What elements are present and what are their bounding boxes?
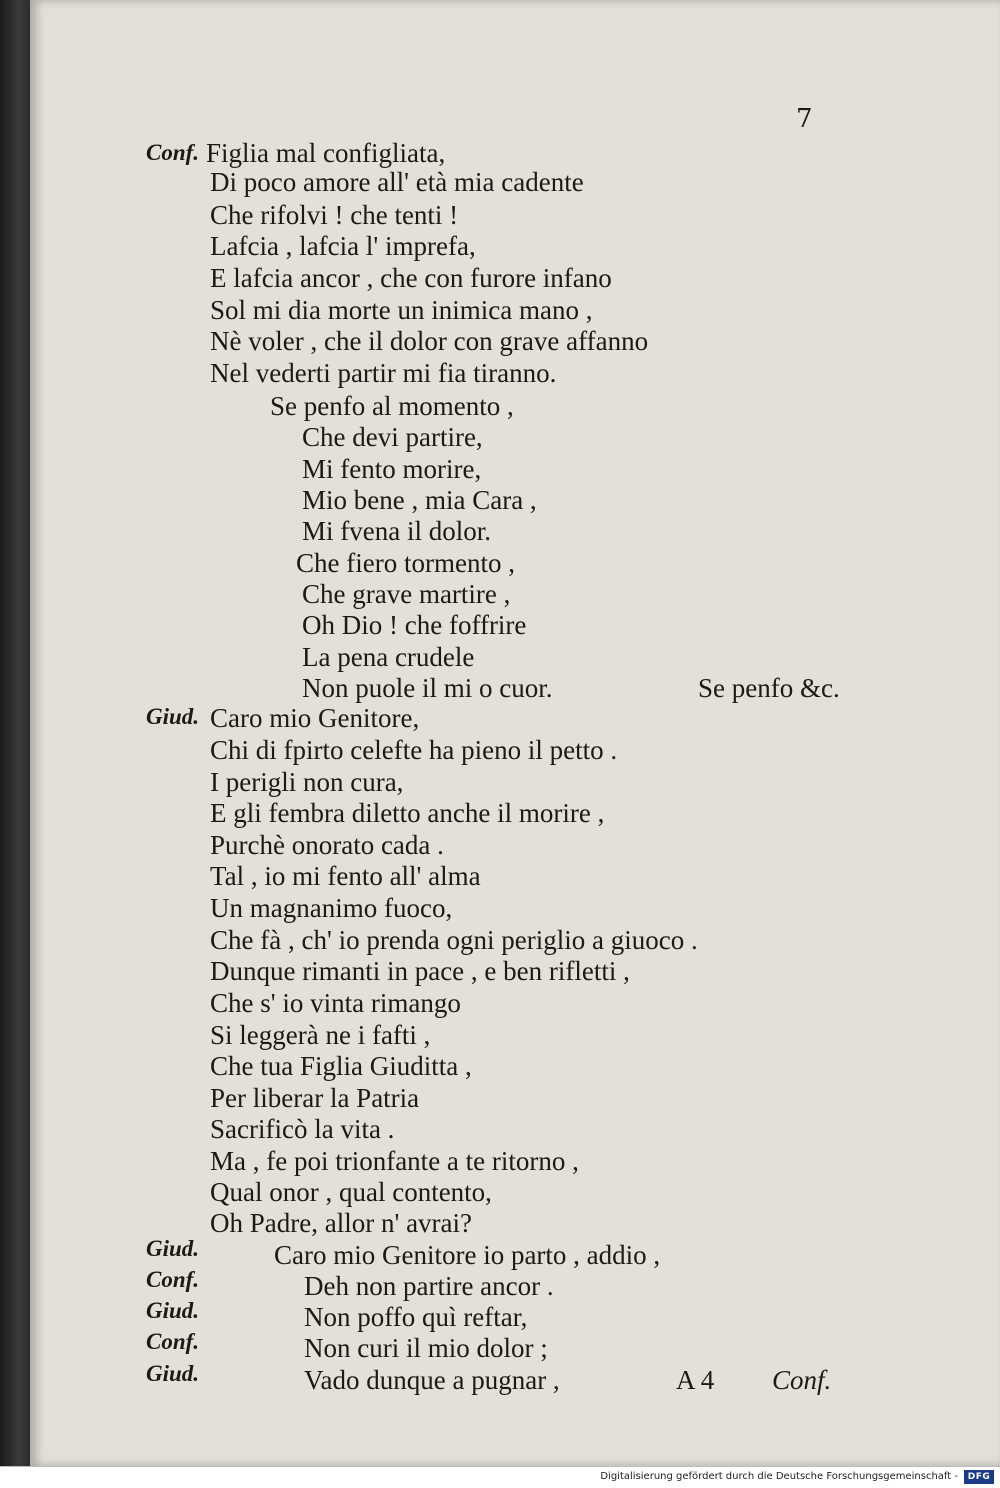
dfg-logo-icon: DFG: [964, 1470, 994, 1484]
aria-line: Mio bene , mia Cara ,: [302, 485, 537, 515]
text-line: Per liberar la Patria: [210, 1083, 420, 1113]
aria-line: Se penfo al momento ,: [270, 391, 514, 421]
text-line: Che rifolvi ! che tenti !: [210, 200, 459, 230]
text-line: Che tua Figlia Giuditta ,: [210, 1051, 472, 1081]
signature-mark: A 4: [676, 1365, 715, 1395]
text-line: Chi di fpirto celefte ha pieno il petto .: [210, 735, 618, 765]
aria-line: Non puole il mi o cuor.: [302, 673, 553, 703]
aria-line: Mi fento morire,: [302, 454, 482, 484]
catchword: Conf.: [772, 1365, 832, 1395]
text-line: Dunque rimanti in pace , e ben rifletti ,: [210, 956, 630, 986]
duet-line: Non curi il mio dolor ;: [304, 1333, 548, 1363]
aria-line: Che fiero tormento ,: [296, 548, 515, 578]
text-line: Figlia mal configliata,: [206, 138, 446, 168]
text-line: Nel vederti partir mi fia tiranno.: [210, 358, 557, 388]
da-capo-cue: Se penfo &c.: [698, 673, 840, 703]
text-line: Nè voler , che il dolor con grave affanno: [210, 326, 649, 356]
speaker-label: Conf.: [146, 1329, 200, 1354]
text-line: Sacrificò la vita .: [210, 1114, 395, 1144]
text-line: Che s' io vinta rimango: [210, 988, 461, 1018]
speaker-label: Giud.: [146, 1298, 200, 1323]
aria-line: Oh Dio ! che foffrire: [302, 610, 527, 640]
text-line: Caro mio Genitore,: [210, 703, 420, 733]
aria-line: Che devi partire,: [302, 422, 483, 452]
duet-line: Non poffo quì reftar,: [304, 1302, 528, 1332]
book-spine: [0, 0, 34, 1487]
page-number: 7: [796, 104, 813, 134]
text-line: Che fà , ch' io prenda ogni periglio a giuoco .: [210, 925, 698, 955]
document-page: [30, 0, 1000, 1466]
text-line: Oh Padre, allor n' avrai?: [210, 1208, 473, 1238]
text-line: Lafcia , lafcia l' imprefa,: [210, 231, 476, 261]
aria-line: Che grave martire ,: [302, 579, 511, 609]
duet-line: Vado dunque a pugnar ,: [304, 1365, 560, 1395]
text-line: Di poco amore all' età mia cadente: [210, 167, 584, 197]
footer-credit: Digitalisierung gefördert durch die Deutsche Forschungsgemeinschaft -: [600, 1471, 958, 1482]
speaker-label: Giud.: [146, 704, 200, 729]
text-line: Tal , io mi fento all' alma: [210, 861, 481, 891]
text-line: Qual onor , qual contento,: [210, 1177, 492, 1207]
text-line: Un magnanimo fuoco,: [210, 893, 453, 923]
text-line: E gli fembra diletto anche il morire ,: [210, 798, 605, 828]
aria-line: La pena crudele: [302, 642, 475, 672]
duet-line: Deh non partire ancor .: [304, 1271, 554, 1301]
digitization-footer: [0, 1466, 1000, 1488]
text-line: I perigli non cura,: [210, 767, 404, 797]
speaker-label: Conf.: [146, 1267, 200, 1292]
text-line: Si leggerà ne i fafti ,: [210, 1020, 431, 1050]
speaker-label: Giud.: [146, 1361, 200, 1386]
speaker-label: Giud.: [146, 1236, 200, 1261]
text-line: Purchè onorato cada .: [210, 830, 444, 860]
speaker-label: Conf.: [146, 140, 200, 165]
aria-line: Mi fvena il dolor.: [302, 516, 491, 546]
text-line: Sol mi dia morte un inimica mano ,: [210, 295, 593, 325]
duet-line: Caro mio Genitore io parto , addio ,: [274, 1240, 661, 1270]
text-line: E lafcia ancor , che con furore infano: [210, 263, 612, 293]
text-line: Ma , fe poi trionfante a te ritorno ,: [210, 1146, 579, 1176]
